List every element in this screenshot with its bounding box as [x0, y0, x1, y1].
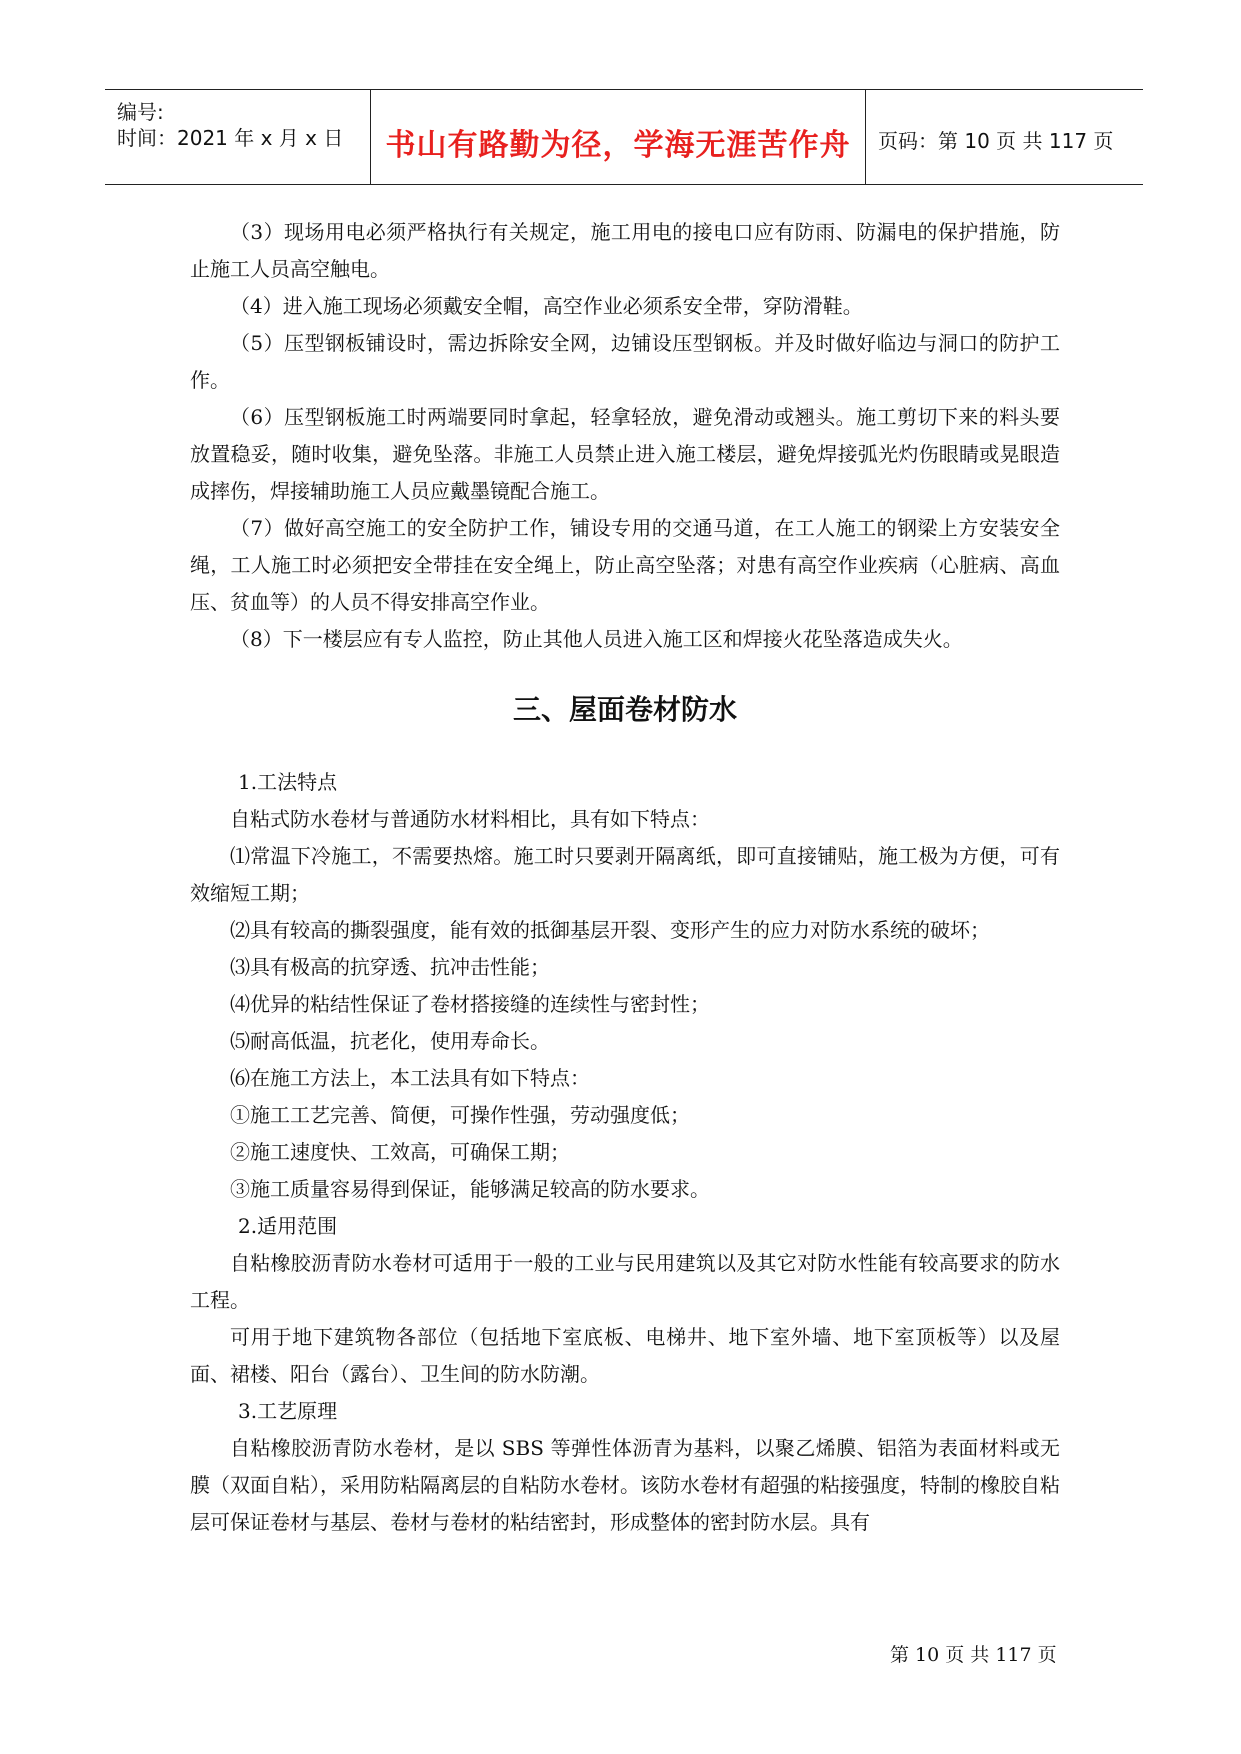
page-footer: 第 10 页 共 117 页: [890, 1644, 1057, 1666]
feature-item: ②施工速度快、工效高，可确保工期；: [230, 1140, 570, 1164]
subsection-title: 1.工法特点: [238, 770, 338, 794]
paragraph: （6）压型钢板施工时两端要同时拿起，轻拿轻放，避免滑动或翘头。施工剪切下来的料头要放置稳妥，随时收集，避免坠落。非施工人员禁止进入施工楼层，避免焊接弧光灼伤眼睛或晃眼造成摔伤，焊接辅助施工人员应戴墨镜配合施工。: [190, 405, 1060, 503]
motto: 书山有路勤为径，学海无涯苦作舟: [385, 128, 851, 163]
paragraph: 自粘橡胶沥青防水卷材，是以 SBS 等弹性体沥青为基料，以聚乙烯膜、铝箔为表面材料或无膜（双面自粘），采用防粘隔离层的自粘防水卷材。该防水卷材有超强的粘接强度，特制的橡胶自粘层可保证卷材与基层、卷材与卷材的粘结密封，形成整体的密封防水层。具有: [190, 1436, 1060, 1534]
paragraph: （5）压型钢板铺设时，需边拆除安全网，边铺设压型钢板。并及时做好临边与洞口的防护工作。: [190, 331, 1060, 392]
feature-item: ⑶具有极高的抗穿透、抗冲击性能；: [230, 955, 550, 979]
feature-item: ⑹在施工方法上，本工法具有如下特点：: [230, 1066, 590, 1090]
page-header: [105, 89, 1143, 185]
header-right-cell: [864, 90, 1143, 184]
header-left-cell: [105, 90, 370, 184]
feature-item: ①施工工艺完善、简便，可操作性强，劳动强度低；: [230, 1103, 690, 1127]
feature-item: ⑸耐高低温，抗老化，使用寿命长。: [230, 1029, 550, 1053]
serial-label: 编号:: [117, 100, 164, 124]
feature-item: ⑷优异的粘结性保证了卷材搭接缝的连续性与密封性；: [230, 992, 710, 1016]
paragraph: 可用于地下建筑物各部位（包括地下室底板、电梯井、地下室外墙、地下室顶板等）以及屋面、裙楼、阳台（露台）、卫生间的防水防潮。: [190, 1325, 1060, 1386]
page-info: 页码：第 10 页 共 117 页: [878, 129, 1114, 153]
paragraph: （4）进入施工现场必须戴安全帽，高空作业必须系安全带，穿防滑鞋。: [230, 294, 863, 318]
section-heading: 三、屋面卷材防水: [512, 693, 737, 726]
feature-item: ③施工质量容易得到保证，能够满足较高的防水要求。: [230, 1177, 710, 1201]
paragraph: 自粘式防水卷材与普通防水材料相比，具有如下特点：: [230, 807, 710, 831]
header-motto-cell: [370, 90, 866, 184]
subsection-title: 2.适用范围: [238, 1214, 338, 1238]
time-label: 时间：2021 年 x 月 x 日: [117, 126, 344, 150]
feature-item: ⑴常温下冷施工，不需要热熔。施工时只要剥开隔离纸，即可直接铺贴，施工极为方便，可有效缩短工期；: [190, 844, 1060, 905]
paragraph: 自粘橡胶沥青防水卷材可适用于一般的工业与民用建筑以及其它对防水性能有较高要求的防水工程。: [190, 1251, 1060, 1312]
paragraph: （7）做好高空施工的安全防护工作，铺设专用的交通马道，在工人施工的钢梁上方安装安全绳，工人施工时必须把安全带挂在安全绳上，防止高空坠落；对患有高空作业疾病（心脏病、高血压、贫血等）的人员不得安排高空作业。: [190, 516, 1060, 614]
paragraph: （8）下一楼层应有专人监控，防止其他人员进入施工区和焊接火花坠落造成失火。: [230, 627, 963, 651]
feature-item: ⑵具有较高的撕裂强度，能有效的抵御基层开裂、变形产生的应力对防水系统的破坏；: [230, 918, 990, 942]
document-body: [190, 214, 1060, 1541]
subsection-title: 3.工艺原理: [238, 1399, 338, 1423]
paragraph: （3）现场用电必须严格执行有关规定，施工用电的接电口应有防雨、防漏电的保护措施，防止施工人员高空触电。: [190, 220, 1060, 281]
